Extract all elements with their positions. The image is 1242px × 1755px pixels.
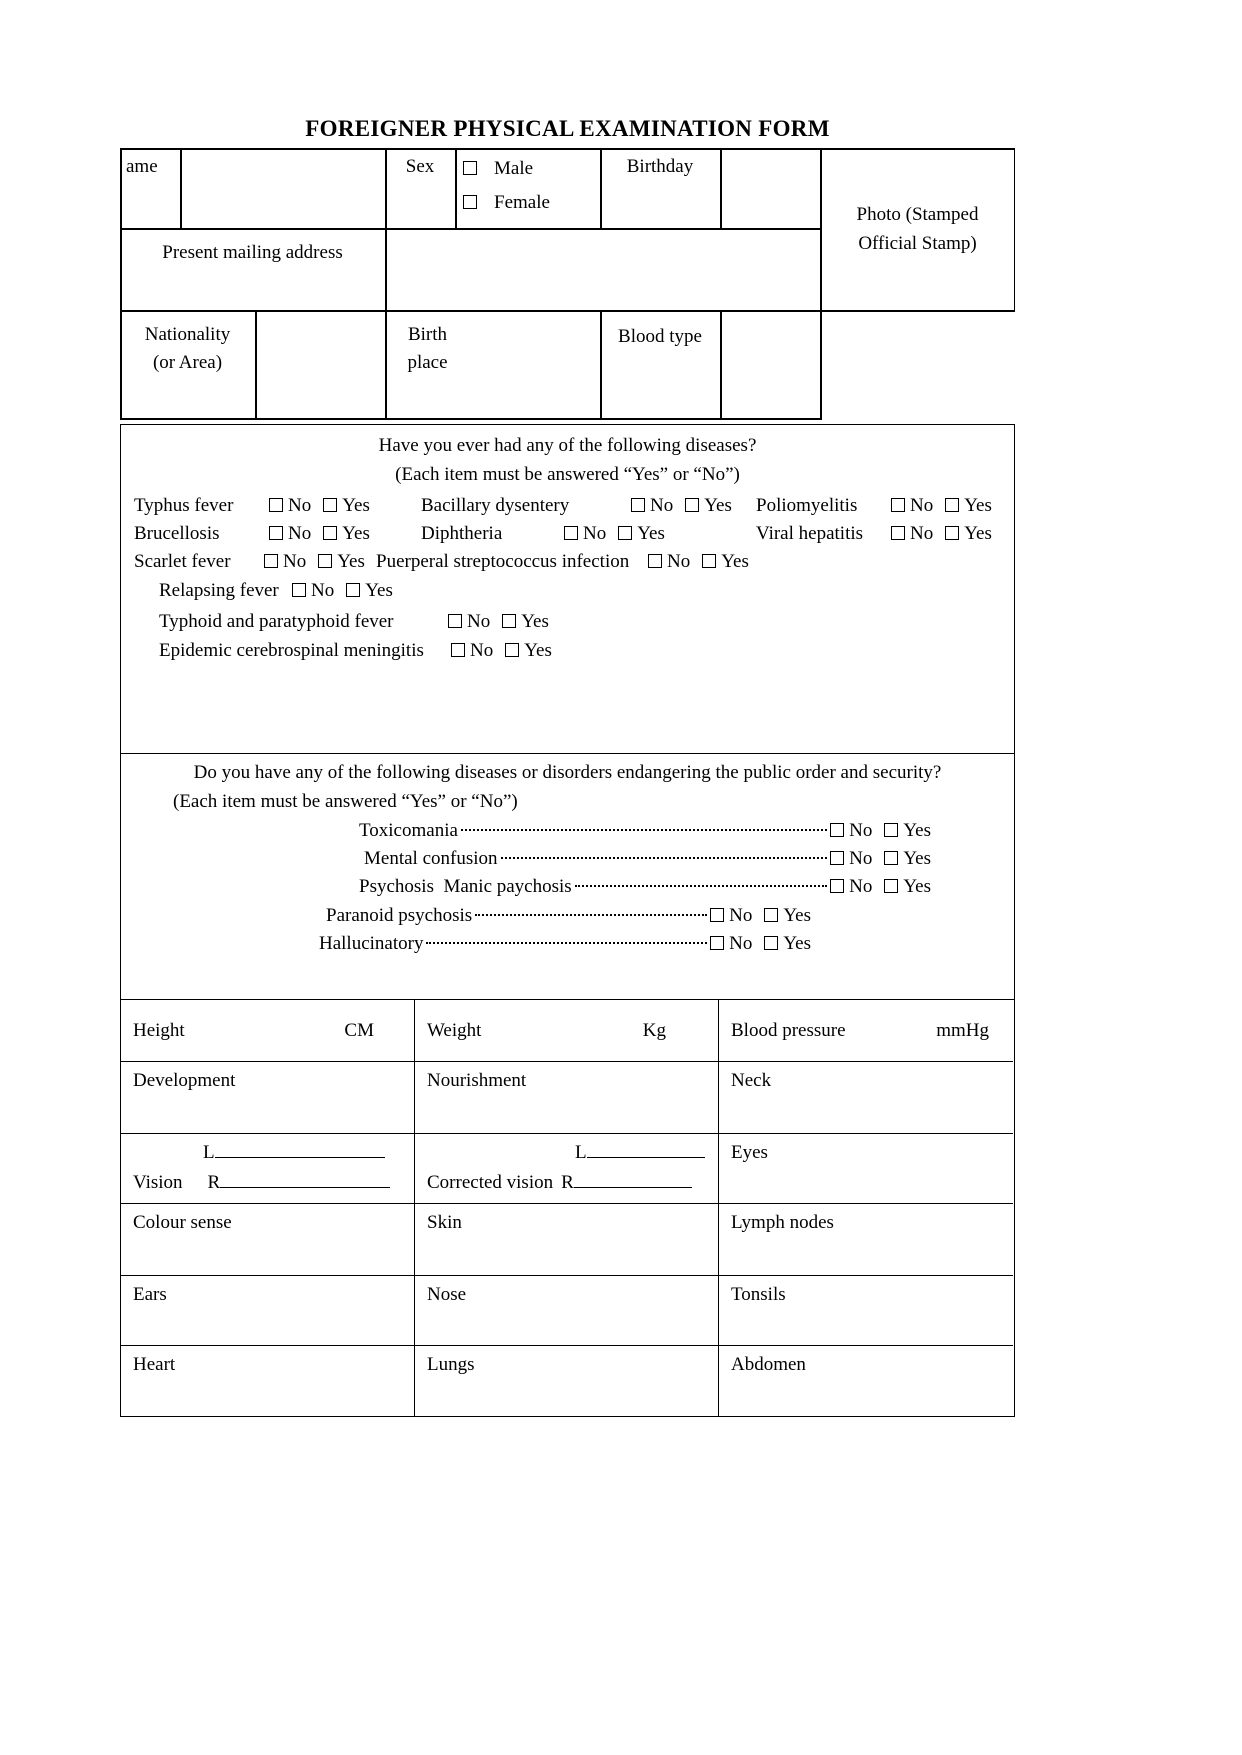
diphtheria-options bbox=[564, 523, 665, 545]
hallucinatory-label: Hallucinatory bbox=[319, 933, 424, 954]
diseases-section bbox=[120, 424, 1015, 754]
blood-type-label: Blood type bbox=[618, 326, 702, 347]
no-label: No bbox=[283, 551, 307, 572]
checkbox-no[interactable] bbox=[891, 498, 905, 512]
female-label: Female bbox=[494, 192, 550, 213]
corrected-left-abbr: L bbox=[575, 1142, 587, 1163]
weight-cell bbox=[415, 1000, 719, 1062]
brucellosis-label: Brucellosis bbox=[134, 523, 220, 544]
vision-right-abbr: R bbox=[207, 1172, 221, 1193]
skin-label: Skin bbox=[427, 1212, 462, 1233]
no-label: No bbox=[311, 580, 335, 601]
checkbox-yes[interactable] bbox=[618, 526, 632, 540]
top-info-table bbox=[120, 148, 1015, 420]
checkbox-yes[interactable] bbox=[884, 851, 898, 865]
sex-male-option bbox=[463, 158, 533, 180]
heart-label: Heart bbox=[133, 1354, 176, 1375]
grid-line bbox=[120, 418, 820, 420]
scarlet-fever-label: Scarlet fever bbox=[134, 551, 231, 572]
weight-label: Weight bbox=[427, 1019, 482, 1041]
checkbox-yes[interactable] bbox=[685, 498, 699, 512]
paranoid-psychosis-row bbox=[326, 905, 811, 927]
typhus-fever-options bbox=[269, 495, 370, 517]
lymph-nodes-cell bbox=[719, 1204, 1013, 1276]
mailing-address-label: Present mailing address bbox=[162, 242, 343, 263]
relapsing-fever-options bbox=[292, 580, 393, 602]
yes-label: Yes bbox=[337, 551, 365, 572]
paranoid-psychosis-options bbox=[710, 905, 811, 927]
vision-right-line bbox=[220, 1173, 390, 1188]
hallucinatory-options bbox=[710, 933, 811, 955]
checkbox-no[interactable] bbox=[710, 908, 724, 922]
lungs-cell bbox=[415, 1346, 719, 1416]
checkbox-yes[interactable] bbox=[884, 823, 898, 837]
checkbox-no[interactable] bbox=[564, 526, 578, 540]
nose-label: Nose bbox=[427, 1284, 467, 1305]
ears-label: Ears bbox=[133, 1284, 167, 1305]
vision-left-line bbox=[215, 1143, 385, 1158]
neck-cell bbox=[719, 1062, 1013, 1134]
checkbox-no[interactable] bbox=[451, 643, 465, 657]
checkbox-no[interactable] bbox=[448, 614, 462, 628]
viral-hepatitis-label: Viral hepatitis bbox=[756, 523, 864, 544]
psychosis-label: Psychosis Manic paychosis bbox=[359, 876, 572, 897]
grid-line bbox=[455, 148, 457, 228]
photo-label-line1: Photo (Stamped bbox=[856, 204, 979, 225]
nourishment-label: Nourishment bbox=[427, 1070, 527, 1091]
checkbox-no[interactable] bbox=[830, 879, 844, 893]
nose-cell bbox=[415, 1276, 719, 1346]
blood-pressure-cell bbox=[719, 1000, 1013, 1062]
typhoid-paratyphoid-options bbox=[448, 611, 549, 633]
corrected-right-abbr: R bbox=[561, 1172, 574, 1193]
eyes-label: Eyes bbox=[731, 1142, 768, 1163]
cerebrospinal-meningitis-label: Epidemic cerebrospinal meningitis bbox=[159, 640, 424, 661]
checkbox-no[interactable] bbox=[269, 498, 283, 512]
checkbox-no[interactable] bbox=[269, 526, 283, 540]
birthplace-label-line2: place bbox=[407, 352, 448, 373]
puerperal-streptococcus-options bbox=[648, 551, 749, 573]
male-label: Male bbox=[494, 158, 534, 179]
no-label: No bbox=[667, 551, 691, 572]
grid-line bbox=[120, 228, 820, 230]
checkbox-yes[interactable] bbox=[764, 936, 778, 950]
no-label: No bbox=[910, 523, 934, 544]
form-title: FOREIGNER PHYSICAL EXAMINATION FORM bbox=[305, 116, 830, 141]
puerperal-streptococcus-label: Puerperal streptococcus infection bbox=[376, 551, 630, 572]
corrected-vision-label: Corrected vision bbox=[427, 1172, 554, 1193]
height-cell bbox=[121, 1000, 415, 1062]
tonsils-label: Tonsils bbox=[731, 1284, 786, 1305]
grid-line bbox=[720, 310, 722, 420]
checkbox-yes[interactable] bbox=[505, 643, 519, 657]
cerebrospinal-meningitis-options bbox=[451, 640, 552, 662]
photo-label-line2: Official Stamp) bbox=[858, 233, 977, 254]
mental-confusion-label: Mental confusion bbox=[364, 848, 498, 869]
security-question: Do you have any of the following diseases or disorders endangering the public order and security? bbox=[193, 762, 942, 783]
checkbox-no[interactable] bbox=[648, 554, 662, 568]
abdomen-label: Abdomen bbox=[731, 1354, 806, 1375]
nationality-label-line1: Nationality bbox=[144, 324, 231, 345]
nationality-label-line2: (or Area) bbox=[152, 352, 223, 373]
checkbox-yes[interactable] bbox=[323, 526, 337, 540]
scarlet-fever-options bbox=[264, 551, 365, 573]
hallucinatory-row bbox=[319, 933, 811, 955]
development-cell bbox=[121, 1062, 415, 1134]
poliomyelitis-label: Poliomyelitis bbox=[756, 495, 858, 516]
corrected-left-line bbox=[587, 1143, 705, 1158]
yes-label: Yes bbox=[903, 848, 931, 869]
development-label: Development bbox=[133, 1070, 236, 1091]
paranoid-psychosis-label: Paranoid psychosis bbox=[326, 905, 473, 926]
toxicomania-options bbox=[830, 820, 931, 842]
no-label: No bbox=[650, 495, 674, 516]
mental-confusion-row bbox=[364, 848, 931, 870]
heart-cell bbox=[121, 1346, 415, 1416]
typhus-fever-label: Typhus fever bbox=[134, 495, 234, 516]
typhoid-paratyphoid-label: Typhoid and paratyphoid fever bbox=[159, 611, 394, 632]
weight-unit: Kg bbox=[642, 1019, 666, 1041]
yes-label: Yes bbox=[342, 495, 370, 516]
colour-sense-cell bbox=[121, 1204, 415, 1276]
sex-label: Sex bbox=[405, 156, 435, 177]
no-label: No bbox=[849, 848, 873, 869]
yes-label: Yes bbox=[964, 523, 992, 544]
tonsils-cell bbox=[719, 1276, 1013, 1346]
examination-table bbox=[120, 1000, 1015, 1417]
yes-label: Yes bbox=[964, 495, 992, 516]
checkbox-no[interactable] bbox=[891, 526, 905, 540]
psychosis-options bbox=[830, 876, 931, 898]
lungs-label: Lungs bbox=[427, 1354, 475, 1375]
security-instruction: (Each item must be answered “Yes” or “No”) bbox=[173, 791, 518, 812]
birthday-label: Birthday bbox=[626, 156, 694, 177]
brucellosis-options bbox=[269, 523, 370, 545]
grid-line bbox=[180, 148, 182, 228]
no-label: No bbox=[467, 611, 491, 632]
yes-label: Yes bbox=[704, 495, 732, 516]
vision-left-abbr: L bbox=[203, 1142, 215, 1163]
checkbox-yes[interactable] bbox=[884, 879, 898, 893]
neck-label: Neck bbox=[731, 1070, 772, 1091]
yes-label: Yes bbox=[521, 611, 549, 632]
checkbox-yes[interactable] bbox=[346, 583, 360, 597]
yes-label: Yes bbox=[524, 640, 552, 661]
blood-pressure-label: Blood pressure bbox=[731, 1019, 846, 1041]
no-label: No bbox=[729, 933, 753, 954]
no-label: No bbox=[470, 640, 494, 661]
corrected-right-line bbox=[574, 1173, 692, 1188]
yes-label: Yes bbox=[783, 933, 811, 954]
name-label: ame bbox=[126, 156, 158, 177]
yes-label: Yes bbox=[903, 820, 931, 841]
yes-label: Yes bbox=[783, 905, 811, 926]
no-label: No bbox=[288, 495, 312, 516]
yes-label: Yes bbox=[637, 523, 665, 544]
bacillary-dysentery-label: Bacillary dysentery bbox=[421, 495, 570, 516]
yes-label: Yes bbox=[365, 580, 393, 601]
height-label: Height bbox=[133, 1019, 185, 1041]
height-unit: CM bbox=[344, 1019, 374, 1041]
checkbox-yes[interactable] bbox=[945, 498, 959, 512]
yes-label: Yes bbox=[342, 523, 370, 544]
checkbox-no[interactable] bbox=[830, 823, 844, 837]
checkbox-yes[interactable] bbox=[502, 614, 516, 628]
skin-cell bbox=[415, 1204, 719, 1276]
photo-box bbox=[820, 148, 1015, 310]
no-label: No bbox=[288, 523, 312, 544]
checkbox-no[interactable] bbox=[710, 936, 724, 950]
viral-hepatitis-options bbox=[891, 523, 992, 545]
colour-sense-label: Colour sense bbox=[133, 1212, 232, 1233]
lymph-nodes-label: Lymph nodes bbox=[731, 1212, 834, 1233]
diphtheria-label: Diphtheria bbox=[421, 523, 503, 544]
poliomyelitis-options bbox=[891, 495, 992, 517]
bacillary-dysentery-options bbox=[631, 495, 732, 517]
security-section bbox=[120, 754, 1015, 1000]
blood-pressure-unit: mmHg bbox=[936, 1019, 989, 1041]
relapsing-fever-label: Relapsing fever bbox=[159, 580, 279, 601]
birthplace-label-line1: Birth bbox=[407, 324, 448, 345]
checkbox-yes[interactable] bbox=[945, 526, 959, 540]
checkbox-yes[interactable] bbox=[764, 908, 778, 922]
diseases-question: Have you ever had any of the following diseases? bbox=[378, 435, 757, 456]
grid-line bbox=[255, 310, 257, 420]
no-label: No bbox=[583, 523, 607, 544]
physical-examination-form bbox=[120, 148, 1015, 1417]
no-label: No bbox=[849, 876, 873, 897]
grid-line bbox=[385, 148, 387, 420]
grid-line bbox=[120, 148, 122, 420]
ears-cell bbox=[121, 1276, 415, 1346]
abdomen-cell bbox=[719, 1346, 1013, 1416]
yes-label: Yes bbox=[903, 876, 931, 897]
male-checkbox[interactable] bbox=[463, 161, 477, 175]
vision-label: Vision bbox=[133, 1172, 183, 1193]
toxicomania-row bbox=[359, 820, 931, 842]
nourishment-cell bbox=[415, 1062, 719, 1134]
checkbox-yes[interactable] bbox=[702, 554, 716, 568]
mental-confusion-options bbox=[830, 848, 931, 870]
vision-cell bbox=[121, 1134, 415, 1204]
checkbox-yes[interactable] bbox=[318, 554, 332, 568]
toxicomania-label: Toxicomania bbox=[359, 820, 458, 841]
no-label: No bbox=[849, 820, 873, 841]
psychosis-row bbox=[359, 876, 931, 898]
checkbox-yes[interactable] bbox=[323, 498, 337, 512]
checkbox-no[interactable] bbox=[292, 583, 306, 597]
corrected-vision-cell bbox=[415, 1134, 719, 1204]
sex-female-option bbox=[463, 192, 550, 214]
no-label: No bbox=[729, 905, 753, 926]
checkbox-no[interactable] bbox=[631, 498, 645, 512]
grid-line bbox=[720, 148, 722, 228]
checkbox-no[interactable] bbox=[264, 554, 278, 568]
female-checkbox[interactable] bbox=[463, 195, 477, 209]
diseases-instruction: (Each item must be answered “Yes” or “No”) bbox=[395, 464, 740, 485]
yes-label: Yes bbox=[721, 551, 749, 572]
no-label: No bbox=[910, 495, 934, 516]
checkbox-no[interactable] bbox=[830, 851, 844, 865]
eyes-cell bbox=[719, 1134, 1013, 1204]
